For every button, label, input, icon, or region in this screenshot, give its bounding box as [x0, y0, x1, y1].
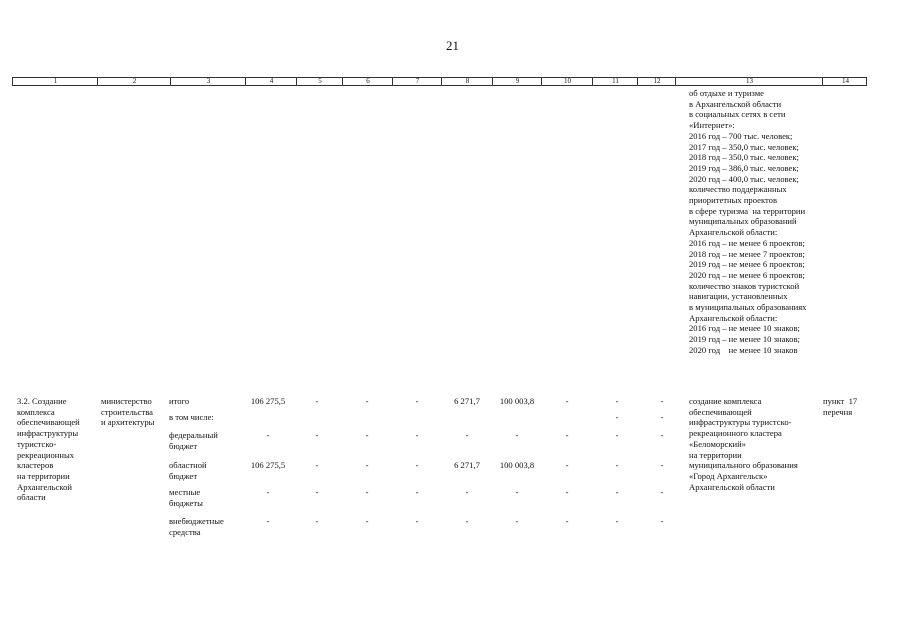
header-divider: [592, 78, 593, 85]
header-divider: [170, 78, 171, 85]
value-cell: -: [315, 516, 319, 526]
text-line: итого: [169, 396, 190, 406]
text-line: перечня: [823, 406, 853, 417]
text-line: пункт 17: [823, 396, 858, 406]
text-line: 2020 год не менее 10 знаков: [689, 344, 798, 355]
funding-source: [169, 460, 207, 481]
header-col-14: 14: [842, 77, 849, 85]
text-line: 2019 год – не менее 10 знаков;: [689, 334, 800, 345]
header-col-4: 4: [269, 77, 274, 85]
value-cell: -: [615, 412, 619, 422]
value-cell: -: [415, 430, 419, 440]
value-cell: -: [266, 430, 270, 440]
header-divider: [541, 78, 542, 85]
value-cell: -: [615, 487, 619, 497]
value-cell: -: [315, 460, 319, 470]
text-line: туристско-: [17, 438, 57, 449]
value-cell: -: [615, 430, 619, 440]
text-line: 2020 год – не менее 6 проектов;: [689, 269, 805, 280]
table-header-row: [12, 77, 867, 86]
link-to-list: [823, 396, 857, 417]
header-col-1: 1: [53, 77, 58, 85]
header-col-10: 10: [564, 77, 571, 85]
value-cell: -: [365, 396, 369, 406]
text-line: и архитектуры: [101, 417, 155, 428]
value-cell: 6 271,7: [454, 460, 480, 470]
text-line: на территории: [689, 449, 742, 460]
text-line: в Архангельской области: [689, 98, 782, 109]
value-cell: -: [660, 516, 664, 526]
header-divider: [392, 78, 393, 85]
text-line: 2017 год – 350,0 тыс. человек;: [689, 141, 799, 152]
header-col-3: 3: [206, 77, 211, 85]
value-cell: 106 275,5: [250, 396, 286, 406]
text-line: областной: [169, 460, 207, 470]
text-line: навигации, установленных: [689, 291, 788, 302]
value-cell: -: [660, 396, 664, 406]
text-line: бюджеты: [169, 497, 203, 508]
text-line: 2018 год – не менее 7 проектов;: [689, 248, 805, 259]
text-line: количество знаков туристской: [689, 280, 800, 291]
header-col-6: 6: [366, 77, 370, 85]
text-line: кластеров: [17, 460, 54, 471]
text-line: 2016 год – не менее 6 проектов;: [689, 237, 805, 248]
header-divider: [492, 78, 493, 85]
executor: [101, 396, 154, 428]
header-divider: [822, 78, 823, 85]
value-cell: -: [565, 396, 569, 406]
header-col-5: 5: [318, 77, 322, 85]
value-cell: -: [465, 487, 469, 497]
value-cell: -: [615, 516, 619, 526]
text-line: местные: [169, 487, 201, 497]
funding-source: [169, 396, 189, 407]
text-line: строительства: [101, 406, 153, 417]
value-cell: -: [515, 487, 519, 497]
header-divider: [296, 78, 297, 85]
text-line: количество поддержанных: [689, 184, 787, 195]
funding-source: [169, 516, 224, 537]
text-line: комплекса: [17, 406, 55, 417]
value-cell: -: [465, 430, 469, 440]
text-line: 2018 год – 350,0 тыс. человек;: [689, 152, 799, 163]
value-cell: 6 271,7: [454, 396, 480, 406]
text-line: в социальных сетях в сети: [689, 109, 786, 120]
text-line: рекреационного кластера: [689, 428, 782, 439]
funding-source: [169, 487, 203, 508]
value-cell: -: [660, 460, 664, 470]
text-line: инфраструктуры туристско-: [689, 417, 792, 428]
value-cell: -: [415, 396, 419, 406]
value-cell: -: [565, 430, 569, 440]
text-line: бюджет: [169, 470, 198, 481]
text-line: 2019 год – не менее 6 проектов;: [689, 259, 805, 270]
value-cell: -: [415, 487, 419, 497]
value-cell: -: [660, 430, 664, 440]
expected-result: [689, 396, 798, 492]
text-line: на территории: [17, 470, 70, 481]
item-name: [17, 396, 80, 503]
text-line: федеральный: [169, 430, 218, 440]
header-col-11: 11: [612, 77, 619, 85]
text-line: Архангельской: [17, 481, 72, 492]
text-line: 2016 год – 700 тыс. человек;: [689, 130, 793, 141]
indicator-text-continued: [689, 88, 806, 356]
value-cell: 100 003,8: [499, 460, 535, 470]
value-cell: -: [660, 487, 664, 497]
text-line: «Интернет»:: [689, 120, 735, 131]
value-cell: -: [565, 516, 569, 526]
text-line: об отдыхе и туризме: [689, 88, 764, 98]
value-cell: -: [615, 460, 619, 470]
value-cell: 100 003,8: [499, 396, 535, 406]
text-line: 2019 год – 386,0 тыс. человек;: [689, 162, 799, 173]
header-col-9: 9: [515, 77, 520, 85]
text-line: 3.2. Создание: [17, 396, 67, 406]
text-line: создание комплекса: [689, 396, 762, 406]
text-line: в том числе:: [169, 412, 214, 422]
text-line: министерство: [101, 396, 152, 406]
text-line: обеспечивающей: [689, 406, 752, 417]
value-cell: 106 275,5: [250, 460, 286, 470]
header-col-7: 7: [415, 77, 420, 85]
text-line: Архангельской области:: [689, 227, 778, 238]
text-line: обеспечивающей: [17, 417, 80, 428]
value-cell: -: [515, 516, 519, 526]
text-line: «Беломорский»: [689, 438, 746, 449]
value-cell: -: [315, 396, 319, 406]
text-line: «Город Архангельск»: [689, 470, 768, 481]
text-line: Архангельской области: [689, 481, 775, 492]
header-col-12: 12: [653, 77, 661, 85]
text-line: в сфере туризма на территории: [689, 205, 806, 216]
value-cell: -: [615, 396, 619, 406]
header-divider: [441, 78, 442, 85]
header-divider: [245, 78, 246, 85]
text-line: 2016 год – не менее 10 знаков;: [689, 323, 800, 334]
value-cell: -: [415, 516, 419, 526]
value-cell: -: [365, 430, 369, 440]
header-divider: [637, 78, 638, 85]
header-divider: [97, 78, 98, 85]
value-cell: -: [565, 487, 569, 497]
funding-source: [169, 430, 218, 451]
header-col-2: 2: [132, 77, 137, 85]
value-cell: -: [565, 460, 569, 470]
value-cell: -: [315, 487, 319, 497]
text-line: бюджет: [169, 440, 198, 451]
text-line: области: [17, 492, 46, 503]
text-line: инфраструктуры: [17, 428, 79, 439]
value-cell: -: [266, 487, 270, 497]
value-cell: -: [365, 516, 369, 526]
value-cell: -: [365, 487, 369, 497]
text-line: внебюджетные: [169, 516, 224, 526]
text-line: средства: [169, 526, 201, 537]
value-cell: -: [415, 460, 419, 470]
header-divider: [342, 78, 343, 85]
funding-source: [169, 412, 214, 423]
text-line: муниципального образования: [689, 460, 798, 471]
header-divider: [675, 78, 676, 85]
page-number: 21: [446, 38, 459, 53]
value-cell: -: [266, 516, 270, 526]
value-cell: -: [465, 516, 469, 526]
text-line: Архангельской области:: [689, 312, 778, 323]
text-line: приоритетных проектов: [689, 195, 778, 206]
header-col-13: 13: [746, 77, 753, 85]
text-line: рекреационных: [17, 449, 75, 460]
text-line: муниципальных образований: [689, 216, 797, 227]
value-cell: -: [365, 460, 369, 470]
value-cell: -: [315, 430, 319, 440]
header-col-8: 8: [465, 77, 470, 85]
value-cell: -: [660, 412, 664, 422]
value-cell: -: [515, 430, 519, 440]
text-line: в муниципальных образованиях: [689, 302, 807, 313]
text-line: 2020 год – 400,0 тыс. человек;: [689, 173, 799, 184]
